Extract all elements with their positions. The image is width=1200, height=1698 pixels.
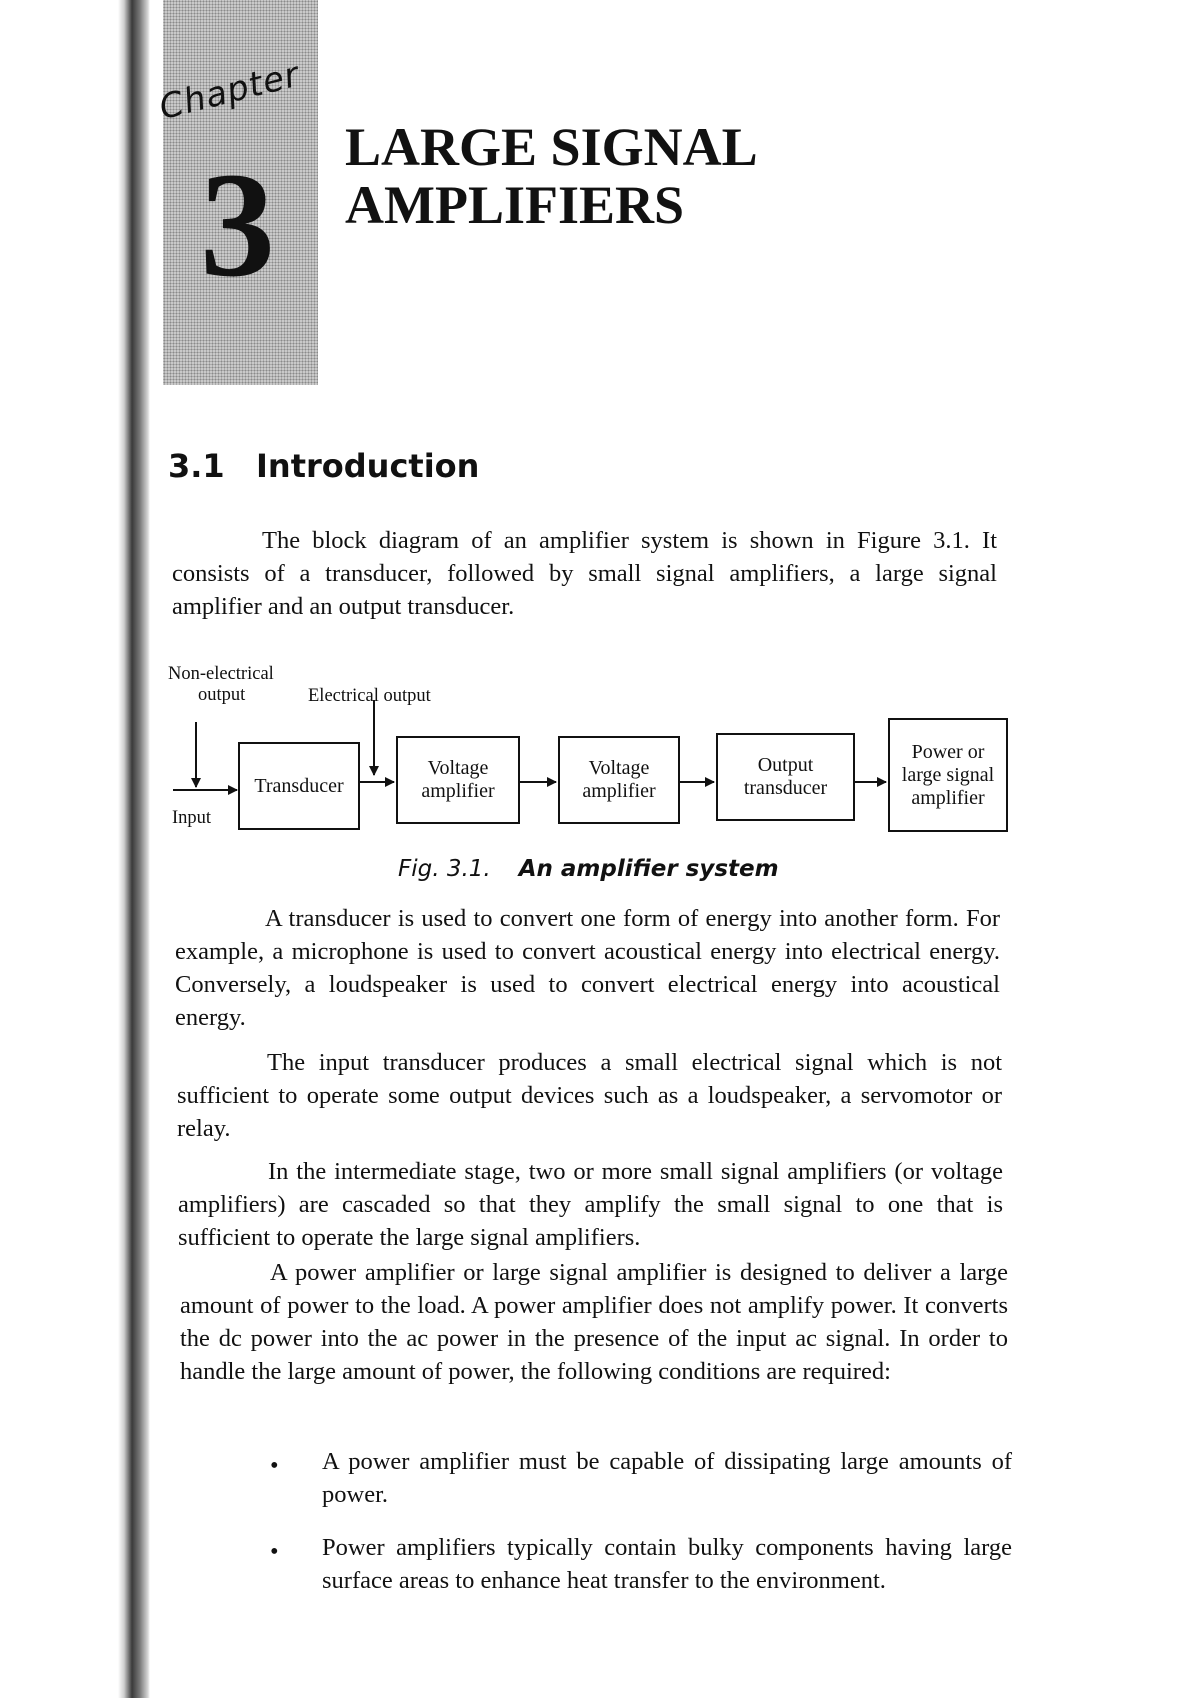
book-spine-shadow [0,0,150,1698]
chapter-title-line-1: LARGE SIGNAL [345,117,758,177]
paragraph-input-transducer-text: The input transducer produces a small electrical signal which is not sufficient to operate some output devices such as a loudspeaker, a servomotor or relay. [177,1049,1002,1142]
block-voltage-amplifier-1-label: Voltage amplifier [421,757,495,802]
paragraph-intermediate-stage [178,1155,1003,1254]
chapter-number: 3 [200,142,275,308]
paragraph-intro-text: The block diagram of an amplifier system is shown in Figure 3.1. It consists of a transducer, followed by small signal amplifiers, a large signal amplifier and an output transducer. [172,527,997,620]
bullet-item-1 [322,1445,1012,1511]
block-output-transducer-label: Output transducer [743,754,828,799]
section-number: 3.1 [168,447,225,485]
bullet-marker-2: • [270,1538,279,1565]
label-electrical-output: Electrical output [308,686,431,706]
block-power-amplifier-label: Power or large signal amplifier [901,740,995,809]
figure-caption-title: An amplifier system [518,856,779,882]
bullet-item-1-text: A power amplifier must be capable of dissipating large amounts of power. [322,1448,1012,1508]
chapter-title [345,118,845,235]
paragraph-input-transducer [177,1046,1002,1145]
paragraph-intermediate-stage-text: In the intermediate stage, two or more small signal amplifiers (or voltage amplifiers) are cascaded so that they amplify the small signal to one that is sufficient to operate the large signal amplifiers. [178,1158,1003,1251]
bullet-item-2 [322,1531,1012,1597]
block-power-amplifier [888,718,1008,832]
paragraph-transducer [175,902,1000,1034]
block-voltage-amplifier-2 [558,736,680,824]
block-transducer-label: Transducer [254,774,344,797]
bullet-item-2-text: Power amplifiers typically contain bulky components having large surface areas to enhance heat transfer to the environment. [322,1534,1012,1594]
paragraph-intro [172,524,997,623]
paragraph-power-amplifier-text: A power amplifier or large signal amplifier is designed to deliver a large amount of power to the load. A power amplifier does not amplify power. It converts the dc power into the ac power in the presence of the input ac signal. In order to handle the large amount of power, the following conditions are required: [180,1259,1008,1385]
figure-caption-number: Fig. 3.1. [398,856,491,882]
block-voltage-amplifier-2-label: Voltage amplifier [582,757,656,802]
section-heading [168,447,479,485]
section-title: Introduction [256,447,480,485]
label-input: Input [172,808,212,828]
paragraph-power-amplifier [180,1256,1008,1388]
paragraph-transducer-text: A transducer is used to convert one form of energy into another form. For example, a microphone is used to convert acoustical energy into electrical energy. Conversely, a loudspeaker is used to convert electrical energy into acoustical energy. [175,905,1000,1031]
label-non-electrical-line-1: Non-electrical [168,664,274,684]
label-non-electrical-line-2: output [198,685,246,705]
bullet-marker-1: • [270,1452,279,1479]
block-output-transducer [716,733,855,821]
label-non-electrical-output [168,664,288,706]
block-transducer [238,742,360,830]
chapter-title-line-2: AMPLIFIERS [345,175,685,236]
chapter-word: Chapter [155,54,304,128]
block-voltage-amplifier-1 [396,736,520,824]
figure-caption [398,856,779,882]
